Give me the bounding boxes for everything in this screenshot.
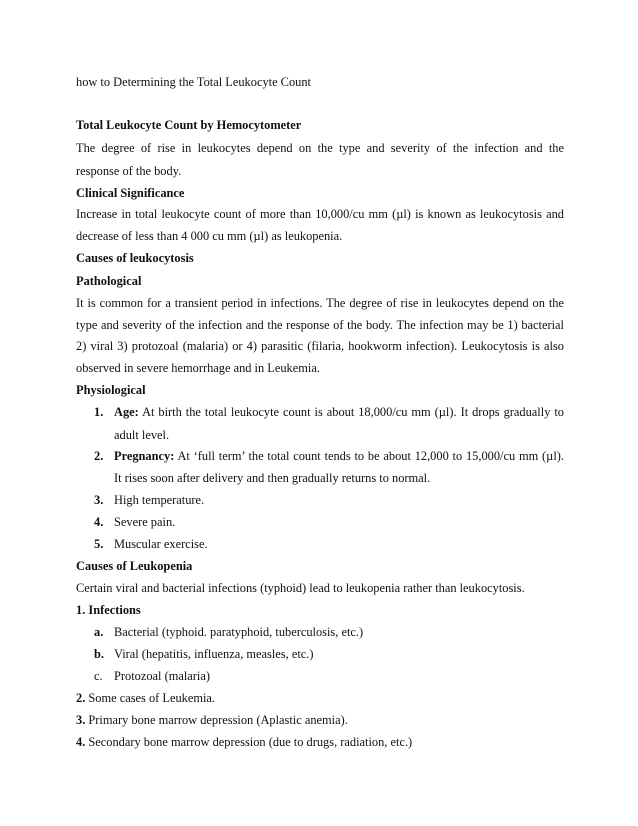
leukopenia-line-1: Certain viral and bacterial infections (typhoid) lead to leukopenia rather than leukocytosis. — [76, 581, 525, 595]
physiological-item-pregnancy — [114, 449, 564, 464]
item-text-continued: It rises soon after delivery and then gradually returns to normal. — [114, 471, 431, 485]
physiological-heading: Physiological — [76, 383, 146, 397]
list-number: 2. — [76, 691, 86, 705]
item-label: Pregnancy: — [114, 449, 175, 463]
cause-text: Secondary bone marrow depression (due to drugs, radiation, etc.) — [85, 735, 413, 749]
infection-viral: Viral (hepatitis, influenza, measles, etc.) — [114, 647, 314, 661]
clinical-line-2: decrease of less than 4 000 cu mm (µl) as leukopenia. — [76, 229, 343, 243]
leukopenia-cause-4 — [76, 735, 412, 750]
list-letter: a. — [94, 625, 104, 639]
cause-text: Primary bone marrow depression (Aplastic anemia). — [85, 713, 348, 727]
infection-protozoal: Protozoal (malaria) — [114, 669, 210, 683]
physiological-item-age — [114, 405, 564, 420]
pathological-line-2: type and severity of the infection and the response of the body. The infection may be 1) bacterial — [76, 318, 564, 332]
pathological-line-1: It is common for a transient period in infections. The degree of rise in leukocytes depend on the — [76, 296, 564, 310]
document-title: how to Determining the Total Leukocyte Count — [76, 75, 311, 89]
list-number: 2. — [94, 449, 104, 463]
clinical-line-1: Increase in total leukocyte count of more than 10,000/cu mm (µl) is known as leukocytosis and — [76, 207, 564, 221]
item-label: Age: — [114, 405, 139, 419]
item-text-continued: adult level. — [114, 428, 170, 442]
section-heading: Total Leukocyte Count by Hemocytometer — [76, 118, 302, 132]
item-text: At ‘full term’ the total count tends to be about 12,000 to 15,000/cu mm (µl). — [174, 449, 564, 463]
physiological-item-temperature: High temperature. — [114, 493, 205, 507]
intro-line-1: The degree of rise in leukocytes depend on the type and severity of the infection and the — [76, 141, 564, 155]
leukopenia-cause-3 — [76, 713, 348, 728]
physiological-item-pain: Severe pain. — [114, 515, 176, 529]
list-number: 4. — [94, 515, 104, 529]
leukocytosis-heading: Causes of leukocytosis — [76, 251, 194, 265]
list-number: 4. — [76, 735, 86, 749]
leukopenia-heading: Causes of Leukopenia — [76, 559, 193, 573]
clinical-heading: Clinical Significance — [76, 186, 185, 200]
list-letter: c. — [94, 669, 103, 683]
leukopenia-cause-2 — [76, 691, 215, 706]
pathological-line-4: observed in severe hemorrhage and in Leukemia. — [76, 361, 320, 375]
list-number: 5. — [94, 537, 104, 551]
list-number: 1. — [76, 603, 86, 617]
physiological-item-exercise: Muscular exercise. — [114, 537, 208, 551]
list-number: 3. — [94, 493, 104, 507]
list-letter: b. — [94, 647, 104, 661]
list-number: 1. — [94, 405, 104, 419]
cause-text: Some cases of Leukemia. — [85, 691, 216, 705]
pathological-line-3: 2) viral 3) protozoal (malaria) or 4) parasitic (filaria, hookworm infection). Leukocytosis is also — [76, 339, 564, 353]
pathological-heading: Pathological — [76, 274, 142, 288]
infections-label: Infections — [88, 603, 141, 617]
infection-bacterial: Bacterial (typhoid. paratyphoid, tuberculosis, etc.) — [114, 625, 364, 639]
infections-heading — [76, 603, 141, 618]
item-text: At birth the total leukocyte count is about 18,000/cu mm (µl). It drops gradually to — [138, 405, 564, 419]
list-number: 3. — [76, 713, 86, 727]
intro-line-2: response of the body. — [76, 164, 182, 178]
